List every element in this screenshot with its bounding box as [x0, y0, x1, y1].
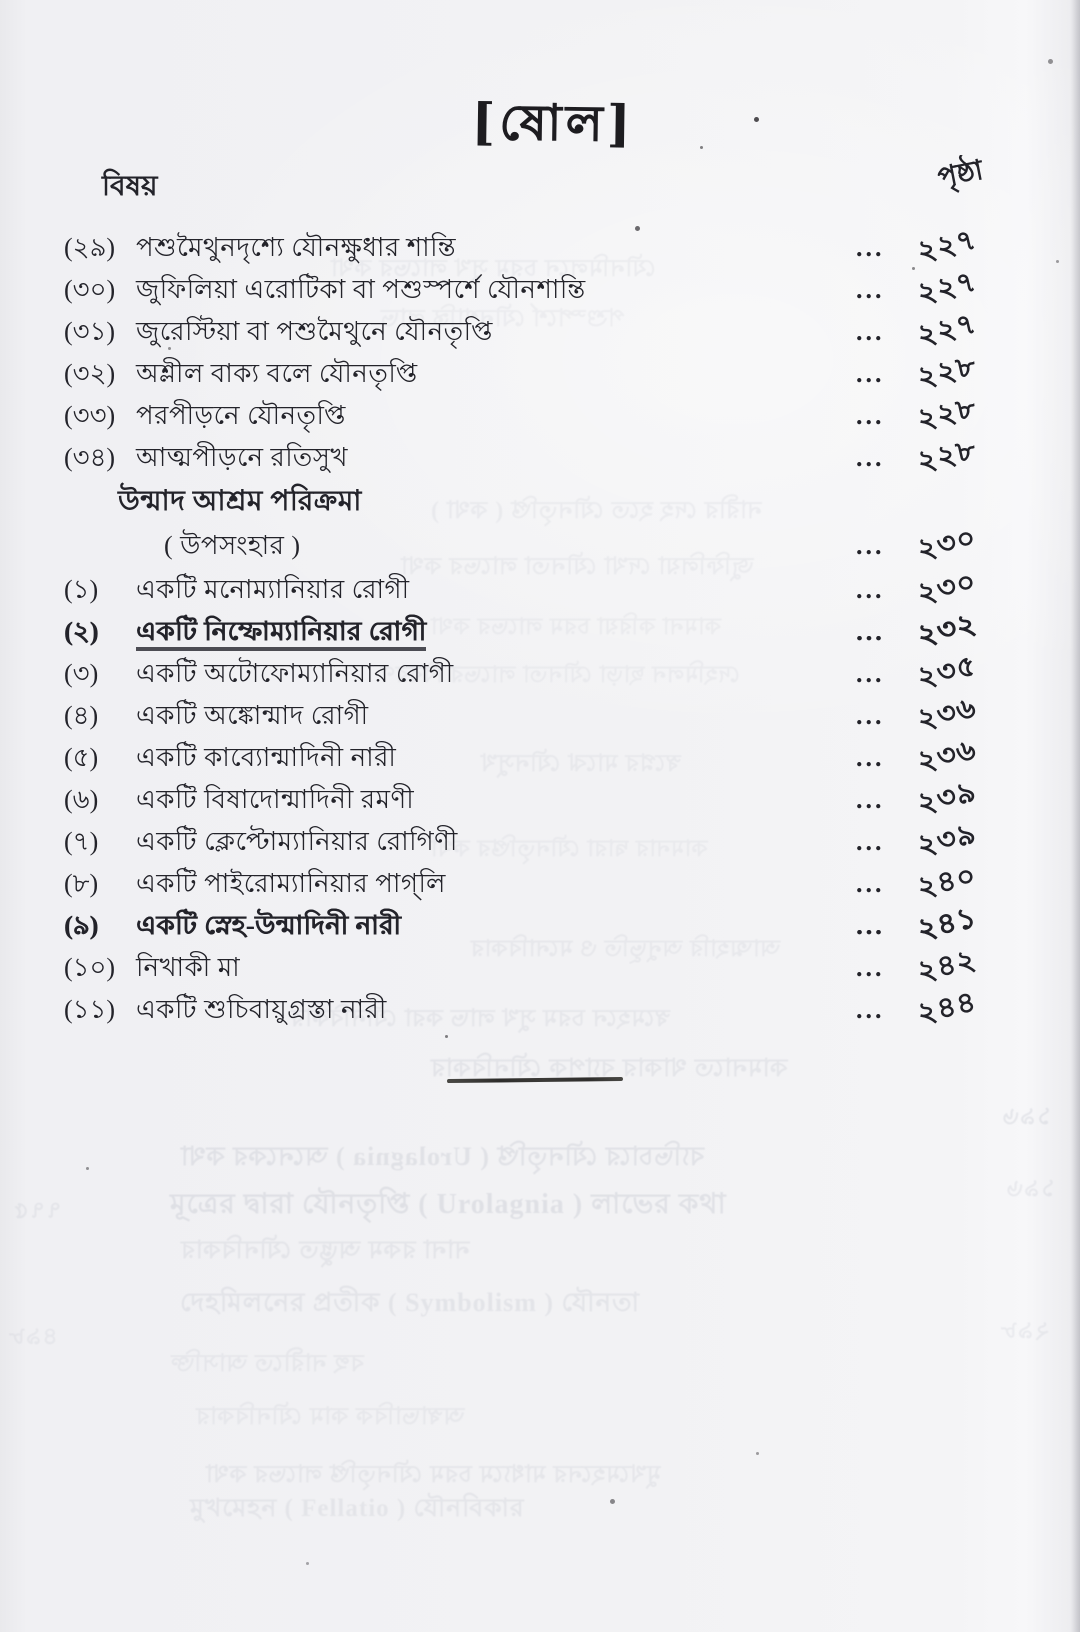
- entry-number: (৩৪): [64, 443, 116, 472]
- leader-dots: ...: [856, 617, 885, 646]
- ghost-text-line: নারীর দেহ হতে যৌনতৃপ্তি ( কথা ): [430, 498, 762, 524]
- entry-title: একটি নিম্ফোম্যানিয়ার রোগী: [136, 617, 426, 651]
- toc-row: [0, 649, 1080, 696]
- toc-row: [0, 391, 1080, 438]
- page-column-header: পৃষ্ঠা: [935, 154, 986, 195]
- ghost-text-line: ১৯৬: [1002, 1104, 1052, 1130]
- entry-title: পশুমৈথুনদৃশ্যে যৌনক্ষুধার শান্তি: [136, 233, 457, 262]
- ghost-text-line: দেহমিলন ছাড়া যৌনতা লাভের বিবরণ: [380, 662, 740, 687]
- toc-row: [0, 733, 1080, 780]
- entry-title: ( উপসংহার ): [164, 531, 301, 560]
- ghost-text-line: জুফিলিয়া দেখা যৌনতা লাভের কথা: [400, 554, 754, 580]
- entry-title: একটি মনোম্যানিয়ার রোগী: [136, 575, 410, 604]
- entry-page-number: ২২৮: [914, 349, 980, 395]
- toc-row: [0, 817, 1080, 864]
- entry-page-number: ২৪১: [914, 901, 980, 947]
- entry-page-number: ২৩২: [914, 607, 980, 653]
- ghost-text-line: মূত্রের দ্বারা যৌনতৃপ্তি ( Urolagnia ) লাভের কথা: [170, 1189, 727, 1220]
- scan-specks: [0, 0, 3, 3]
- leader-dots: ...: [856, 911, 885, 940]
- entry-number: (২): [64, 617, 99, 646]
- entry-number: (৩২): [64, 359, 116, 388]
- entry-page-number: ২৩৯: [914, 775, 980, 821]
- entry-number: (৩০): [64, 275, 116, 304]
- leader-dots: ...: [856, 827, 885, 856]
- entry-page-number: ২৪২: [914, 943, 980, 989]
- ghost-text-line: কামনাতে থাকার ব্যাপক যৌনবিকার: [430, 1055, 788, 1082]
- entry-page-number: ২৩৬: [914, 691, 980, 737]
- toc-row: [0, 349, 1080, 396]
- ghost-text-line: স্বমেহনে চরম সুখ লাভ করা যৌনবিকার: [290, 1006, 670, 1032]
- entry-page-number: ২৩০: [914, 521, 980, 567]
- entry-number: (১১): [64, 995, 116, 1024]
- entry-number: (৯): [64, 911, 99, 940]
- ghost-text-line: স্বপ্নের মাঝে যৌনসুখ: [480, 751, 681, 777]
- ghost-text-line: কামনা করিয়া চরম লাভের কথা: [430, 614, 721, 639]
- leader-dots: ...: [856, 275, 885, 304]
- leader-dots: ...: [856, 953, 885, 982]
- leader-dots: ...: [856, 785, 885, 814]
- leader-dots: ...: [856, 995, 885, 1024]
- entry-page-number: ২২৮: [914, 433, 980, 479]
- entry-title: অশ্লীল বাক্য বলে যৌনতৃপ্তি: [136, 359, 418, 388]
- toc-row: [0, 943, 1080, 990]
- ghost-text-line: পশুস্পর্শে যৌনশান্তি লাভ: [380, 306, 625, 332]
- entry-page-number: ২৩৫: [914, 649, 980, 695]
- entry-page-number: ২৪০: [914, 859, 980, 905]
- section-end-rule: [447, 1077, 623, 1083]
- entry-title: নিখাকী মা: [136, 953, 241, 982]
- leader-dots: ...: [856, 531, 885, 560]
- subject-column-header: বিষয়: [102, 171, 158, 202]
- ghost-text-line: কামনার দ্বারা যৌনতৃপ্তির কথা: [430, 836, 708, 861]
- table-of-contents: [0, 223, 1080, 1032]
- toc-row: [0, 223, 1080, 270]
- entry-page-number: ২৩৯: [914, 817, 980, 863]
- entry-title: আত্মপীড়নে রতিসুখ: [136, 443, 348, 472]
- ghost-text-line: দেহমিলনের প্রতীক ( Symbolism ) যৌনতা: [180, 1288, 641, 1317]
- leader-dots: ...: [856, 233, 885, 262]
- toc-row: [0, 859, 1080, 906]
- ghost-text-line: ২৯৮: [1000, 1318, 1050, 1344]
- entry-number: (৭): [64, 827, 99, 856]
- toc-row: [0, 775, 1080, 822]
- toc-row: [0, 901, 1080, 948]
- entry-page-number: ২২৭: [914, 223, 980, 269]
- ghost-text-line: মুখমেহন ( Fellatio ) যৌনবিকার: [190, 1495, 525, 1522]
- ghost-text-line: অস্বাভাবিক কাম যৌনবিকার: [195, 1404, 465, 1430]
- entry-page-number: ২২৮: [914, 391, 980, 437]
- toc-row: [0, 307, 1080, 354]
- ghost-text-line: ব্যভিচারে যৌনতৃপ্তি ( Urolagnia ) অনেকের কথা: [180, 1142, 704, 1171]
- entry-page-number: ২৩৬: [914, 733, 980, 779]
- toc-row: [0, 521, 1080, 570]
- ghost-text-line: ৭৭৫: [12, 1198, 62, 1224]
- ghost-text-line: মুখমেহনের মাধ্যমে চরম যৌনতৃপ্তি লাভের কথা: [205, 1462, 661, 1488]
- page-edge-shadow: [1070, 0, 1080, 1632]
- entry-title: একটি অঙ্কোন্মাদ রোগী: [136, 701, 369, 730]
- ghost-text-line: আত্মহারি অনুভূতি ও মনোবিকার: [470, 936, 780, 961]
- ghost-text-line: ৪৯৮: [8, 1324, 58, 1350]
- toc-row: [0, 691, 1080, 738]
- toc-row: [0, 607, 1080, 654]
- ghost-text-line: যৌনমিলনে চরম সুখ লাভের কথা: [330, 256, 656, 282]
- leader-dots: ...: [856, 743, 885, 772]
- entry-title: একটি স্নেহ-উন্মাদিনী নারী: [136, 911, 402, 940]
- leader-dots: ...: [856, 575, 885, 604]
- entry-page-number: ২২৭: [914, 265, 980, 311]
- entry-title: জুফিলিয়া এরোটিকা বা পশুস্পর্শে যৌনশান্তি: [136, 275, 586, 304]
- entry-title: পরপীড়নে যৌনতৃপ্তি: [136, 401, 346, 430]
- toc-row: [0, 433, 1080, 480]
- toc-row: [0, 480, 1080, 526]
- entry-number: (৩১): [64, 317, 116, 346]
- entry-page-number: ২২৭: [914, 307, 980, 353]
- ghost-text-line: ১৯৬: [1006, 1176, 1056, 1202]
- entry-title: একটি পাইরোম্যানিয়ার পাগ্‌লি: [136, 869, 446, 898]
- entry-title: একটি অটোফোম্যানিয়ার রোগী: [136, 659, 454, 688]
- entry-title: উন্মাদ আশ্রম পরিক্রমা: [118, 486, 362, 517]
- leader-dots: ...: [856, 659, 885, 688]
- entry-page-number: ২৩০: [914, 565, 980, 611]
- toc-row: [0, 985, 1080, 1032]
- entry-title: একটি বিষাদোন্মাদিনী রমণী: [136, 785, 415, 814]
- leader-dots: ...: [856, 701, 885, 730]
- entry-number: (৪): [64, 701, 99, 730]
- entry-title: জুরেস্টিয়া বা পশুমৈথুনে যৌনতৃপ্তি: [136, 317, 493, 346]
- leader-dots: ...: [856, 443, 885, 472]
- ghost-text-line: বহু নারীতে আসক্তি: [170, 1351, 364, 1377]
- entry-title: একটি কাব্যোন্মাদিনী নারী: [136, 743, 397, 772]
- entry-number: (৩৩): [64, 401, 116, 430]
- entry-number: (৬): [64, 785, 99, 814]
- entry-title: একটি ক্লেপ্টোম্যানিয়ার রোগিণী: [136, 827, 458, 856]
- entry-title: একটি শুচিবায়ুগ্রস্তা নারী: [136, 995, 387, 1024]
- chapter-part-label: [ষোল]: [471, 91, 635, 154]
- entry-number: (৫): [64, 743, 99, 772]
- leader-dots: ...: [856, 317, 885, 346]
- entry-page-number: ২৪৪: [914, 985, 980, 1031]
- entry-number: (১): [64, 575, 99, 604]
- entry-number: (২৯): [64, 233, 116, 262]
- ghost-text-line: নানা রকম অদ্ভুত যৌনবিকার: [180, 1237, 470, 1264]
- leader-dots: ...: [856, 869, 885, 898]
- entry-number: (১০): [64, 953, 116, 982]
- entry-number: (৮): [64, 869, 99, 898]
- leader-dots: ...: [856, 359, 885, 388]
- entry-number: (৩): [64, 659, 99, 688]
- leader-dots: ...: [856, 401, 885, 430]
